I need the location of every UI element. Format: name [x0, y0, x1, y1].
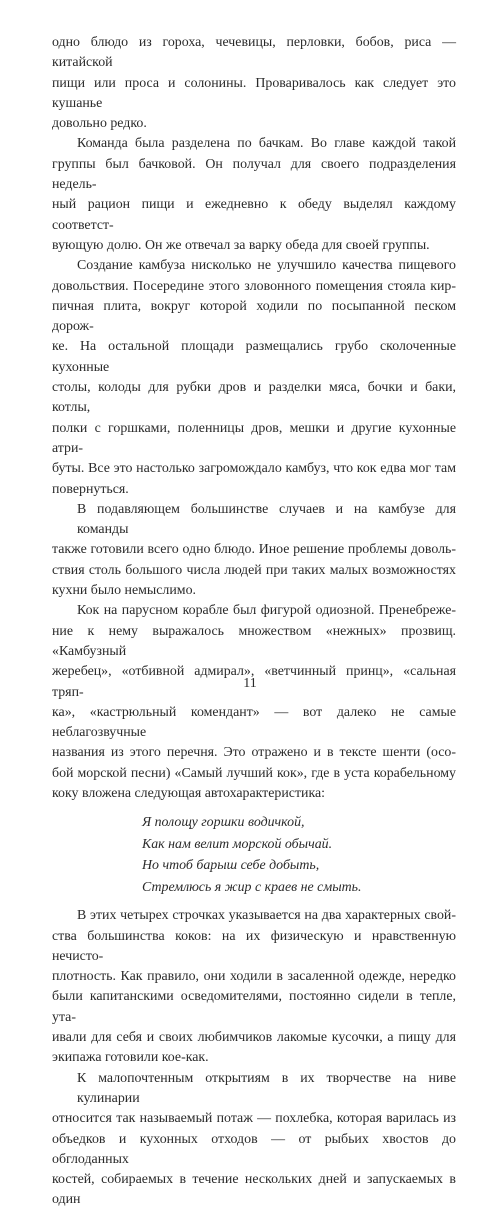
text-line: костей, собираемых в течение нескольких дней и запускаемых в один	[52, 1172, 456, 1208]
paragraph	[52, 1069, 456, 1211]
text-line: В подавляющем большинстве случаев и на камбузе для команды	[77, 501, 456, 538]
text-line: ивали для себя и своих любимчиков лакомые кусочки, а пищу для	[52, 1030, 456, 1046]
paragraph	[52, 601, 456, 804]
text-line: относится так называемый потаж — похлебка, которая варилась из	[52, 1111, 456, 1127]
text-line: столы, колоды для рубки дров и разделки мяса, бочки и баки, котлы,	[52, 380, 456, 416]
paragraph	[52, 256, 456, 500]
text-line: В этих четырех строчках указывается на два характерных свой-	[77, 908, 456, 924]
text-line: Кок на парусном корабле был фигурой одиозной. Пренебреже-	[77, 603, 456, 619]
text-line: жеребец», «отбивной адмирал», «ветчинный принц», «сальная тряп-	[52, 664, 456, 700]
text-line: были капитанскими осведомителями, постоянно сидели в тепле, ута-	[52, 989, 456, 1025]
text-line: ке. На остальной площади размещались грубо сколоченные кухонные	[52, 339, 456, 375]
text-line: плотность. Как правило, они ходили в засаленной одежде, нередко	[52, 969, 456, 985]
text-line: группы был бачковой. Он получал для своего подразделения недель-	[52, 156, 456, 193]
text-line: вующую долю. Он же отвечал за варку обеда для своей группы.	[52, 237, 430, 253]
text-line: объедков и кухонных отходов — от рыбьих хвостов до обглоданных	[52, 1131, 456, 1167]
text-line: К малопочтенным открытиям в их творчестве на ниве кулинарии	[77, 1070, 456, 1106]
text-line: буты. Все это настолько загромождало камбуз, что кок едва мог там	[52, 461, 456, 477]
text-line: Команда была разделена по бачкам. Во главе каждой такой	[77, 136, 456, 152]
text-line: ка», «кастрюльный комендант» — вот далеко не самые неблагозвучные	[52, 704, 456, 741]
text-line: пичная плита, вокруг которой ходили по посыпанной песком дорож-	[52, 298, 456, 335]
text-line: довольствия. Посередине этого зловонного помещения стояла кир-	[52, 278, 456, 294]
poem-line: Как нам велит морской обычай.	[142, 836, 333, 852]
paragraph	[52, 134, 456, 256]
text-line: Создание камбуза нисколько не улучшило качества пищевого	[77, 258, 456, 274]
paragraph	[52, 906, 456, 1068]
poem-line: Стремлюсь я жир с краев не смыть.	[142, 879, 362, 895]
text-line: кухни было немыслимо.	[52, 583, 196, 599]
poem-quote	[142, 812, 456, 898]
text-line: ствия столь большого числа людей при таких малых возможностях	[52, 562, 456, 578]
paragraph	[52, 33, 456, 134]
text-line: полки с горшками, поленницы дров, мешки и другие кухонные атри-	[52, 420, 456, 456]
text-line: довольно редко.	[52, 116, 147, 132]
paragraph	[52, 500, 456, 601]
text-line: бой морской песни) «Самый лучший кок», где в уста корабельному	[52, 765, 456, 781]
poem-line: Я полощу горшки водичкой,	[142, 815, 305, 831]
body-text	[52, 33, 456, 1211]
text-line: экипажа готовили кое-как.	[52, 1050, 209, 1066]
page-number: 11	[243, 676, 257, 691]
text-line: пищи или проса и солонины. Проваривалось как следует это кушанье	[52, 75, 456, 111]
text-line: ства большинства коков: на их физическую и нравственную нечисто-	[52, 928, 456, 964]
text-line: названия из этого перечня. Это отражено и в тексте шенти (осо-	[52, 745, 456, 761]
text-line: повернуться.	[52, 481, 129, 497]
text-line: одно блюдо из гороха, чечевицы, перловки, бобов, риса — китайской	[52, 35, 456, 71]
text-line: ние к нему выражалось множеством «нежных» прозвищ. «Камбузный	[52, 623, 456, 659]
text-line: ный рацион пищи и ежедневно к обеду выделял каждому соответст-	[52, 197, 456, 233]
text-line: коку вложена следующая автохарактеристика:	[52, 785, 326, 801]
poem-line: Но чтоб барыш себе добыть,	[142, 858, 320, 874]
text-line: также готовили всего одно блюдо. Иное решение проблемы доволь-	[52, 542, 456, 558]
